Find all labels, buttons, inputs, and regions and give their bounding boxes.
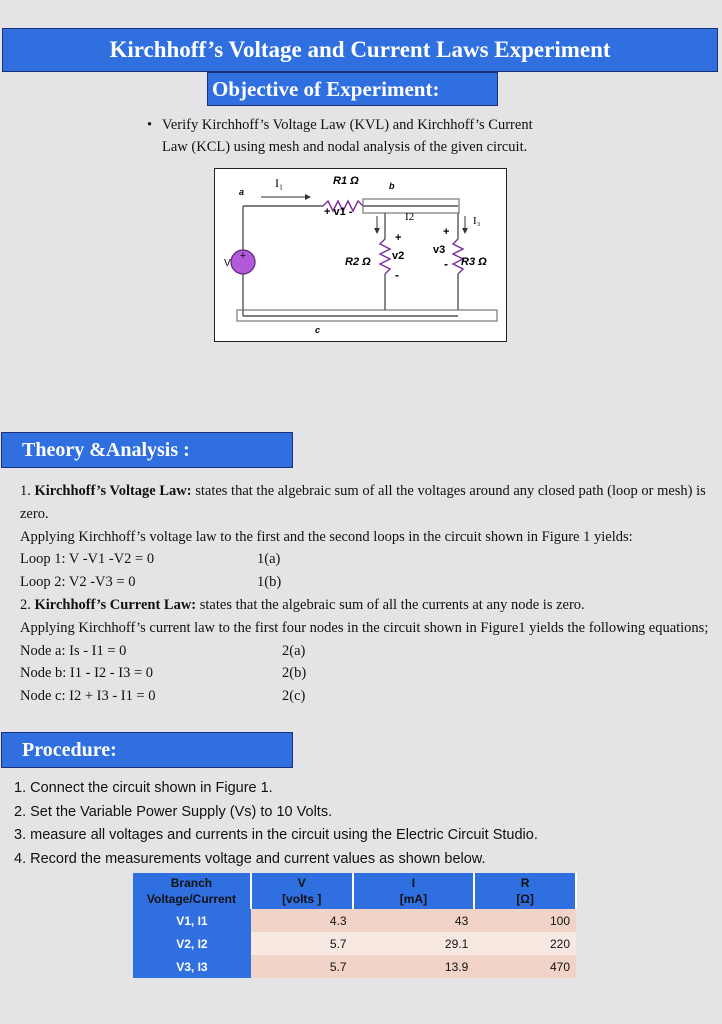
- current-cell: 13.9: [353, 955, 475, 978]
- loop-2-ref: 1(b): [257, 574, 282, 591]
- current-cell: 29.1: [353, 932, 475, 955]
- branch-cell: V2, I2: [133, 932, 251, 955]
- resistor-r2: [380, 239, 390, 274]
- page-title: Kirchhoff’s Voltage and Current Laws Experiment: [2, 28, 718, 72]
- header-line: [Ω]: [516, 892, 534, 906]
- node-b-label: b: [389, 181, 395, 191]
- v2-label: v2: [392, 250, 405, 262]
- procedure-heading: Procedure:: [1, 732, 293, 768]
- circuit-diagram: [214, 168, 507, 342]
- v3-minus-label: -: [444, 257, 448, 271]
- table-row: [133, 955, 576, 978]
- header-line: R: [520, 876, 530, 890]
- loop-1-ref: 1(a): [257, 551, 281, 568]
- i1-arrowhead-icon: [305, 194, 311, 200]
- header-resistance: [474, 873, 576, 909]
- header-line: Branch: [170, 876, 213, 890]
- header-current: [353, 873, 475, 909]
- kcl-text: states that the algebraic sum of all the currents at any node is zero.: [196, 596, 585, 613]
- voltage-cell: 5.7: [251, 955, 353, 978]
- objective-heading: Objective of Experiment:: [207, 72, 498, 106]
- header-line: [volts ]: [282, 892, 322, 906]
- i3-label: I₃: [473, 215, 481, 227]
- node-b-eq: Node b: I1 - I2 - I3 = 0: [20, 665, 154, 682]
- voltage-cell: 5.7: [251, 932, 353, 955]
- node-b-ref: 2(b): [282, 665, 307, 682]
- v1-label: + v1 -: [324, 206, 353, 218]
- i2-label: I2: [405, 211, 415, 223]
- procedure-steps: [14, 777, 538, 871]
- objective-line-1: Verify Kirchhoff’s Voltage Law (KVL) and Kirchhoff’s Current: [162, 117, 533, 133]
- resistance-cell: 100: [474, 909, 576, 932]
- node-a-ref: 2(a): [282, 642, 306, 659]
- kvl-title: Kirchhoff’s Voltage Law:: [34, 483, 192, 499]
- kvl-text: states that the algebraic sum of all the voltages around any closed path (loop or mesh) is zero.: [20, 483, 706, 522]
- v2-minus-label: -: [395, 268, 399, 282]
- table-header-row: [133, 873, 576, 909]
- voltage-cell: 4.3: [251, 909, 353, 932]
- header-line: [mA]: [399, 892, 428, 906]
- kvl-apply: Applying Kirchhoff’s voltage law to the first and the second loops in the circuit shown in Figure 1 yields:: [20, 528, 633, 545]
- kcl-number: 2.: [20, 596, 35, 613]
- procedure-step: 4. Record the measurements voltage and current values as shown below.: [14, 850, 486, 867]
- loop-equation: [20, 548, 710, 571]
- node-equation: [20, 640, 710, 663]
- loop-2-eq: Loop 2: V2 -V3 = 0: [20, 574, 136, 591]
- node-c-eq: Node c: I2 + I3 - I1 = 0: [20, 688, 156, 705]
- node-equation: [20, 685, 710, 708]
- measurement-table: [133, 873, 577, 978]
- branch-cell: V3, I3: [133, 955, 251, 978]
- r1-label: R1 Ω: [333, 175, 359, 187]
- node-a-label: a: [239, 187, 245, 197]
- r3-label: R3 Ω: [461, 256, 487, 268]
- v2-plus-label: +: [395, 232, 402, 244]
- procedure-step: 2. Set the Variable Power Supply (Vs) to 10 Volts.: [14, 803, 333, 820]
- procedure-step: 3. measure all voltages and currents in the circuit using the Electric Circuit Studio.: [14, 827, 538, 843]
- v3-plus-label: +: [443, 226, 450, 238]
- node-a-eq: Node a: Is - I1 = 0: [20, 642, 127, 659]
- kcl-definition: [20, 594, 710, 617]
- header-line: I: [411, 876, 416, 890]
- header-voltage: [251, 873, 353, 909]
- kvl-definition: [20, 480, 710, 526]
- header-line: V: [297, 876, 306, 890]
- objective-line-2: Law (KCL) using mesh and nodal analysis of the given circuit.: [162, 139, 528, 155]
- resistance-cell: 470: [474, 955, 576, 978]
- circuit-schematic: [215, 169, 506, 341]
- source-plus-label: +: [239, 250, 247, 262]
- current-cell: 43: [353, 909, 475, 932]
- procedure-step: 1. Connect the circuit shown in Figure 1.: [14, 780, 273, 796]
- theory-section: [20, 480, 710, 708]
- i1-label: I₁: [275, 176, 284, 190]
- i3-arrowhead-icon: [462, 228, 468, 234]
- theory-heading: Theory &Analysis :: [1, 432, 293, 468]
- node-c-ref: 2(c): [282, 688, 306, 705]
- objective-bullet: [147, 114, 587, 158]
- table-row: [133, 932, 576, 955]
- resistance-cell: 220: [474, 932, 576, 955]
- loop-equation: [20, 571, 710, 594]
- loop-1-eq: Loop 1: V -V1 -V2 = 0: [20, 551, 155, 568]
- branch-cell: V1, I1: [133, 909, 251, 932]
- header-branch: [133, 873, 251, 909]
- kcl-apply: Applying Kirchhoff’s current law to the first four nodes in the circuit shown in Figure1 yields the following equations;: [20, 619, 709, 636]
- kvl-number: 1.: [20, 483, 35, 499]
- source-label: V: [224, 258, 231, 269]
- bullet-marker: •: [147, 117, 153, 133]
- header-line: Voltage/Current: [146, 892, 236, 906]
- v3-label: v3: [433, 244, 446, 256]
- kcl-title: Kirchhoff’s Current Law:: [34, 596, 197, 613]
- i2-arrowhead-icon: [374, 228, 380, 234]
- table-row: [133, 909, 576, 932]
- r2-label: R2 Ω: [345, 256, 371, 268]
- node-equation: [20, 662, 710, 685]
- node-c-label: c: [315, 325, 321, 335]
